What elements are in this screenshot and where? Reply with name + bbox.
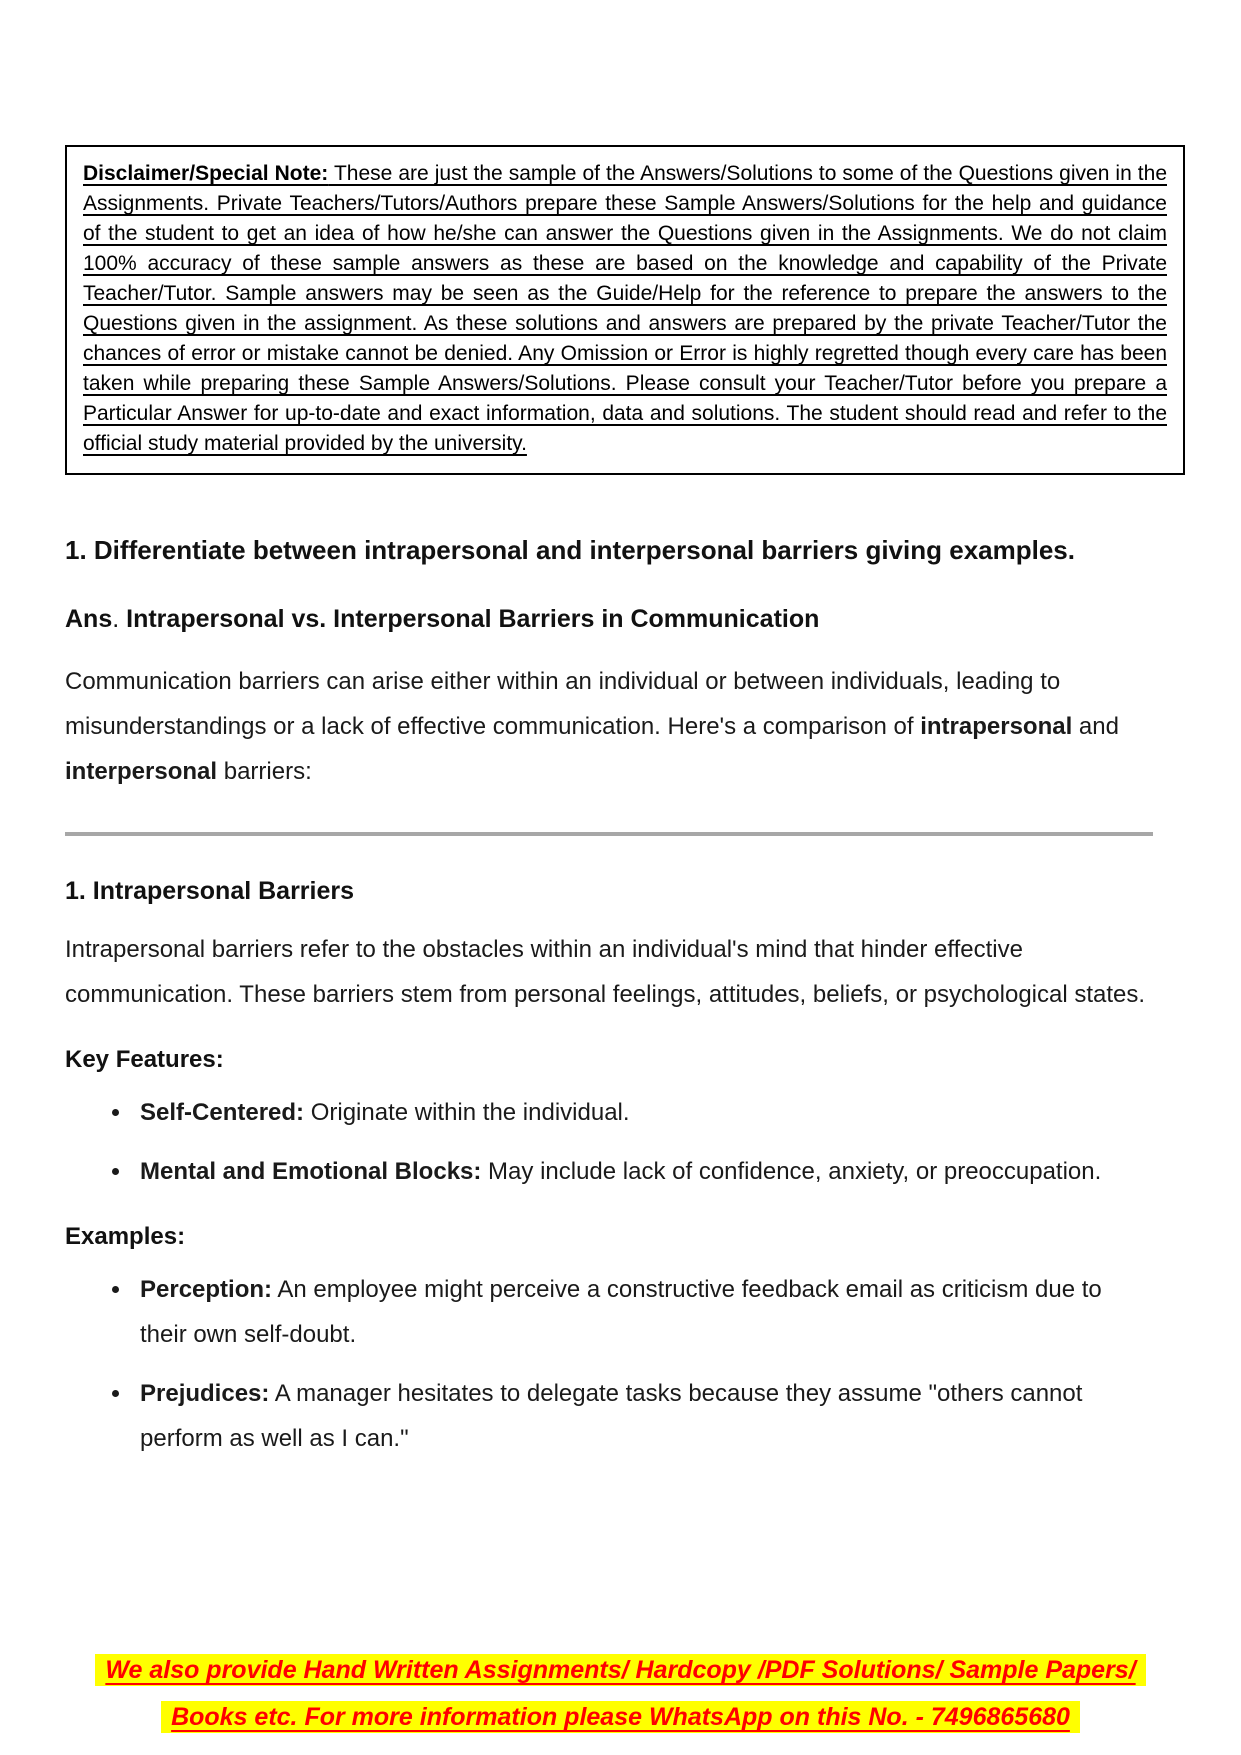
disclaimer-label: Disclaimer/Special Note: bbox=[83, 162, 329, 185]
footer-promo bbox=[0, 1647, 1241, 1741]
examples-heading: Examples: bbox=[65, 1223, 186, 1250]
answer-title: Intrapersonal vs. Interpersonal Barriers in Communication bbox=[126, 605, 820, 633]
key-features-heading: Key Features: bbox=[65, 1046, 224, 1073]
footer-line-wrap bbox=[0, 1694, 1241, 1741]
intro-text-pre: Communication barriers can arise either within an individual or between individuals, leading to misunderstandings or a lack of effective communication. Here's a comparison of bbox=[65, 668, 1061, 740]
bullet-dot-icon bbox=[112, 1286, 119, 1293]
disclaimer-text: These are just the sample of the Answers/Solutions to some of the Questions given in the Assignments. Private Teachers/Tutors/Authors prepare these Sample Answers/Solutions for the help and guidance of the student to get an idea of how he/she can answer the Questions given in the Assignments. We do not claim 100% accuracy of these sample answers as these are based on the knowledge and capability of the Private Teacher/Tutor. Sample answers may be seen as the Guide/Help for the reference to prepare the answers to the Questions given in the assignment. As these solutions and answers are prepared by the private Teacher/Tutor the chances of error or mistake cannot be denied. Any Omission or Error is highly regretted though every care has been taken while preparing these Sample Answers/Solutions. Please consult your Teacher/Tutor before you prepare a Particular Answer for up-to-date and exact information, data and solutions. The student should read and refer to the official study material provided by the university. bbox=[83, 162, 1167, 455]
disclaimer-box bbox=[65, 145, 1185, 475]
bullet-dot-icon bbox=[112, 1390, 119, 1397]
key-features-list bbox=[65, 1090, 1185, 1194]
intro-text-post: barriers: bbox=[217, 758, 312, 785]
intro-bold-intrapersonal: intrapersonal bbox=[920, 713, 1073, 740]
intro-paragraph bbox=[65, 659, 1165, 794]
bullet-lead: Mental and Emotional Blocks: bbox=[140, 1158, 482, 1185]
bullet-lead: Self-Centered: bbox=[140, 1099, 305, 1126]
bullet-lead: Prejudices: bbox=[140, 1380, 270, 1407]
intrapersonal-description: Intrapersonal barriers refer to the obstacles within an individual's mind that hinder effective communication. These barriers stem from personal feelings, attitudes, beliefs, or psychological states. bbox=[65, 936, 1146, 1008]
bullet-text: An employee might perceive a constructive feedback email as criticism due to their own self-doubt. bbox=[140, 1276, 1102, 1348]
bullet-text: May include lack of confidence, anxiety, or preoccupation. bbox=[481, 1158, 1102, 1185]
answer-label-separator: . bbox=[112, 605, 127, 633]
bullet-dot-icon bbox=[112, 1109, 119, 1116]
section-divider bbox=[65, 832, 1153, 836]
footer-line-1: We also provide Hand Written Assignments/ Hardcopy /PDF Solutions/ Sample Papers/ bbox=[95, 1654, 1145, 1686]
section-heading-intrapersonal: 1. Intrapersonal Barriers bbox=[65, 877, 355, 905]
bullet-text: Originate within the individual. bbox=[304, 1099, 630, 1126]
bullet-dot-icon bbox=[112, 1168, 119, 1175]
footer-line-wrap bbox=[0, 1647, 1241, 1694]
answer-label: Ans bbox=[65, 605, 113, 633]
list-item bbox=[65, 1149, 1115, 1194]
list-item bbox=[65, 1371, 1115, 1461]
examples-list bbox=[65, 1267, 1185, 1461]
list-item bbox=[65, 1267, 1115, 1357]
answer-heading bbox=[65, 601, 1185, 637]
footer-line-2: Books etc. For more information please WhatsApp on this No. - 7496865680 bbox=[161, 1701, 1080, 1733]
list-item bbox=[65, 1090, 1115, 1135]
intro-bold-interpersonal: interpersonal bbox=[65, 758, 218, 785]
bullet-text: A manager hesitates to delegate tasks because they assume "others cannot perform as well as I can." bbox=[140, 1380, 1083, 1452]
bullet-lead: Perception: bbox=[140, 1276, 273, 1303]
question-heading: 1. Differentiate between intrapersonal and interpersonal barriers giving examples. bbox=[65, 535, 1075, 565]
intro-text-mid: and bbox=[1072, 713, 1119, 740]
